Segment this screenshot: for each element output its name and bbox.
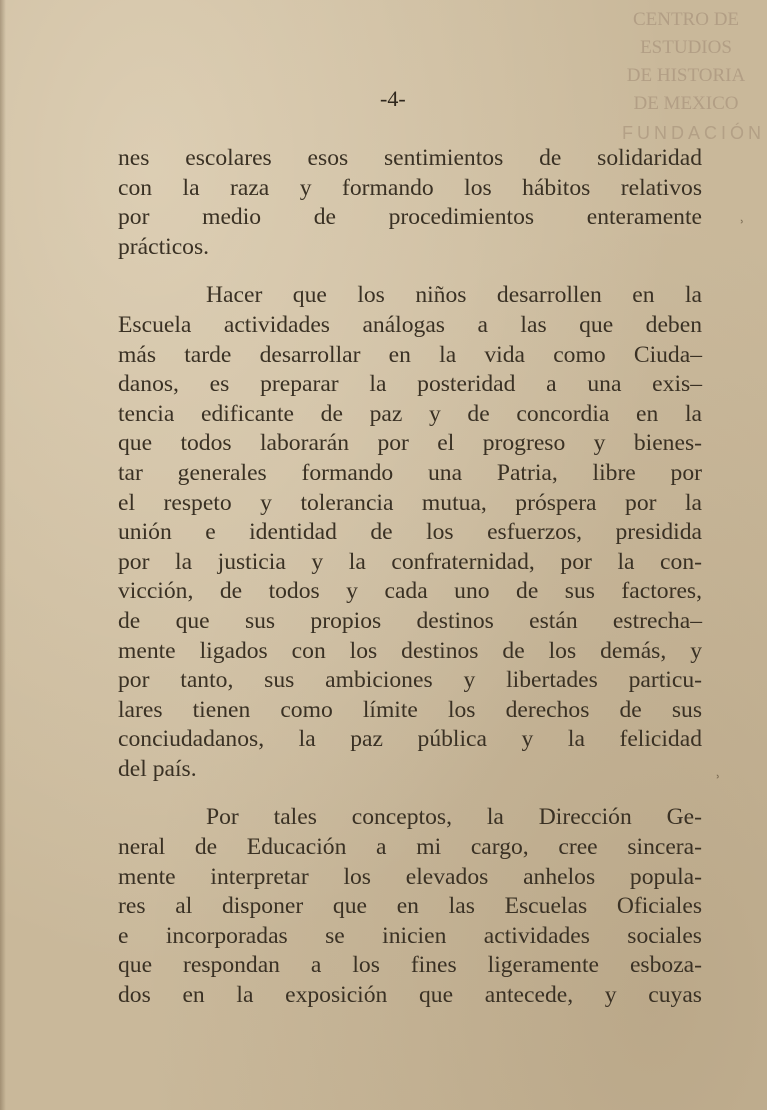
page-edge-shadow bbox=[0, 0, 6, 1110]
stamp-foundation: FUNDACIÓN bbox=[622, 123, 765, 143]
text-line: prácticos. bbox=[118, 233, 210, 260]
margin-mark: ˒ bbox=[716, 770, 721, 786]
text-line: e incorporadas se inicien actividades sociales bbox=[118, 922, 702, 949]
text-line: res al disponer que en las Escuelas Oficiales bbox=[118, 893, 702, 920]
text-line: mente ligados con los destinos de los demás, y bbox=[118, 637, 702, 664]
text-line: por medio de procedimientos enteramente bbox=[118, 204, 702, 231]
paragraph-gap bbox=[118, 262, 702, 281]
text-line: nes escolares esos sentimientos de solidaridad bbox=[118, 145, 702, 171]
text-line: neral de Educación a mi cargo, cree sincera- bbox=[118, 834, 702, 861]
text-line: que todos laborarán por el progreso y bienes- bbox=[118, 430, 702, 457]
text-line: conciudadanos, la paz pública y la felicidad bbox=[118, 726, 702, 753]
text-line: mente interpretar los elevados anhelos popula- bbox=[118, 863, 702, 890]
text-line: por la justicia y la confraternidad, por la con- bbox=[118, 548, 702, 575]
archive-stamp bbox=[611, 6, 761, 118]
text-line: más tarde desarrollar en la vida como Ciuda– bbox=[118, 341, 702, 368]
page-number: -4- bbox=[380, 86, 406, 111]
stamp-line: CENTRO DE bbox=[632, 9, 740, 30]
text-line: tar generales formando una Patria, libre por bbox=[118, 459, 702, 486]
text-line: del país. bbox=[118, 755, 197, 782]
text-line: lares tienen como límite los derechos de sus bbox=[118, 696, 702, 723]
text-line: danos, es preparar la posteridad a una exis– bbox=[118, 371, 702, 398]
body-text bbox=[118, 144, 702, 1011]
text-line: dos en la exposición que antecede, y cuyas bbox=[118, 982, 702, 1009]
text-line: de que sus propios destinos están estrecha– bbox=[118, 607, 702, 634]
text-line: unión e identidad de los esfuerzos, presidida bbox=[118, 519, 702, 546]
text-line: tencia edificante de paz y de concordia en la bbox=[118, 400, 702, 427]
text-line: que respondan a los fines ligeramente esboza- bbox=[118, 952, 702, 979]
text-line: Hacer que los niños desarrollen en la bbox=[206, 282, 702, 309]
paragraph-gap bbox=[118, 784, 702, 803]
text-line: con la raza y formando los hábitos relativos bbox=[118, 174, 702, 201]
text-line: vicción, de todos y cada uno de sus factores, bbox=[118, 578, 702, 605]
stamp-line: ESTUDIOS bbox=[640, 37, 732, 58]
text-line: Escuela actividades análogas a las que deben bbox=[118, 311, 702, 338]
text-line: por tanto, sus ambiciones y libertades particu- bbox=[118, 667, 702, 694]
margin-mark: ˒ bbox=[740, 215, 745, 231]
stamp-line: DE HISTORIA bbox=[626, 65, 746, 86]
text-line: Por tales conceptos, la Dirección Ge- bbox=[206, 804, 702, 831]
stamp-line: DE MEXICO bbox=[633, 93, 739, 114]
text-line: el respeto y tolerancia mutua, próspera por la bbox=[118, 489, 702, 516]
